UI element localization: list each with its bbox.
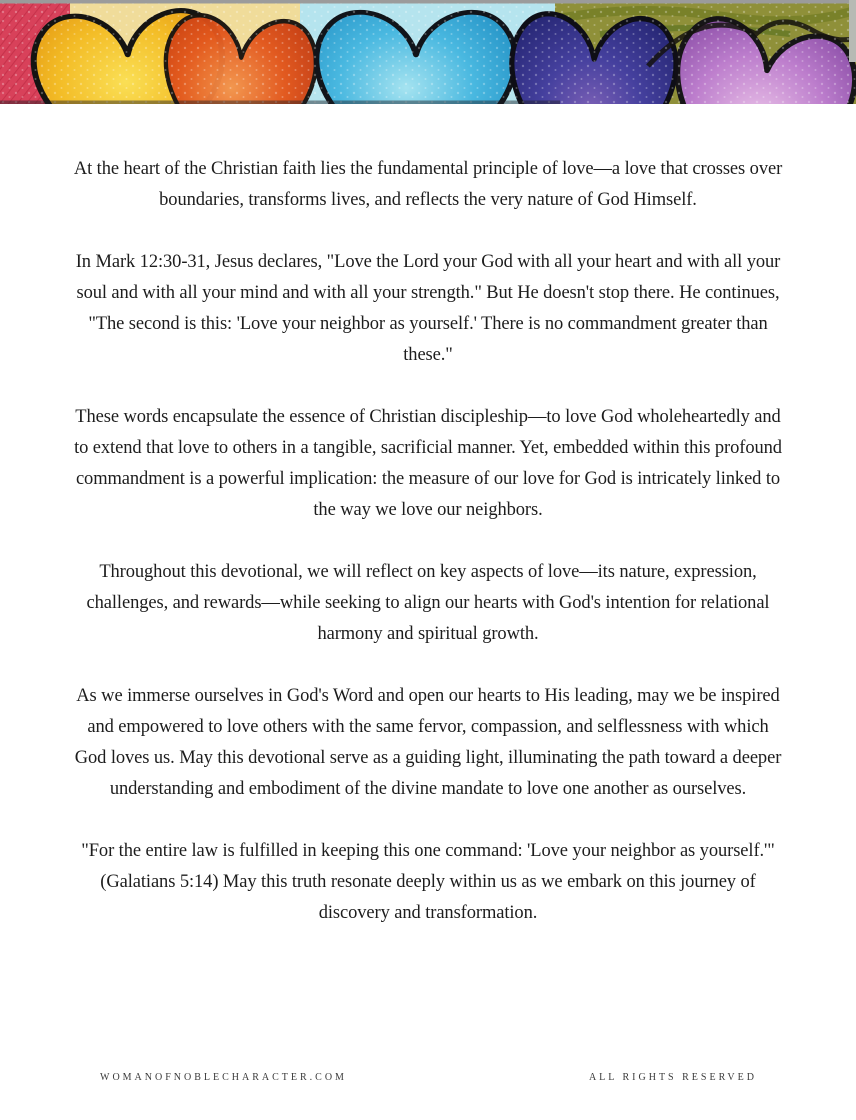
paragraph-immerse: As we immerse ourselves in God's Word and open our hearts to His leading, may we be inspired and empowered to love others with the same fervor, compassion, and selflessness with which God loves us. May this devotional serve as a guiding light, illuminating the path toward a deeper understanding and embodiment of the divine mandate to love one another as ourselves. <box>74 686 782 799</box>
paragraph-galatians: "For the entire law is fulfilled in keeping this one command: 'Love your neighbor as yourself.'" (Galatians 5:14) May this truth resonate deeply within us as we embark on this journey of discovery and transformation. <box>81 841 775 923</box>
paragraph-mark-quote: In Mark 12:30-31, Jesus declares, "Love the Lord your God with all your heart and with all your soul and with all your mind and with all your strength." But He doesn't stop there. He continues, "The second is this: 'Love your neighbor as yourself.' There is no commandment greater than these." <box>75 252 781 365</box>
body-text <box>72 104 784 960</box>
right-edge-gray <box>849 0 856 62</box>
footer-rights: ALL RIGHTS RESERVED <box>588 1072 757 1083</box>
footer <box>100 1072 757 1083</box>
canvas-texture <box>0 0 856 104</box>
hearts-painting <box>0 0 856 104</box>
top-edge-gray <box>0 0 856 4</box>
paragraph-devotional: Throughout this devotional, we will reflect on key aspects of love—its nature, expression, challenges, and rewards—while seeking to align our hearts with God's intention for relational harmony and spiritual growth. <box>86 562 770 644</box>
header-art <box>0 0 856 104</box>
paragraph-essence: These words encapsulate the essence of Christian discipleship—to love God wholeheartedly and to extend that love to others in a tangible, sacrificial manner. Yet, embedded within this profound commandment is a powerful implication: the measure of our love for God is intricately linked to the way we love our neighbors. <box>74 407 782 520</box>
paragraph-intro: At the heart of the Christian faith lies the fundamental principle of love—a love that crosses over boundaries, transforms lives, and reflects the very nature of God Himself. <box>73 159 783 210</box>
footer-site-url: WOMANOFNOBLECHARACTER.COM <box>100 1072 347 1083</box>
